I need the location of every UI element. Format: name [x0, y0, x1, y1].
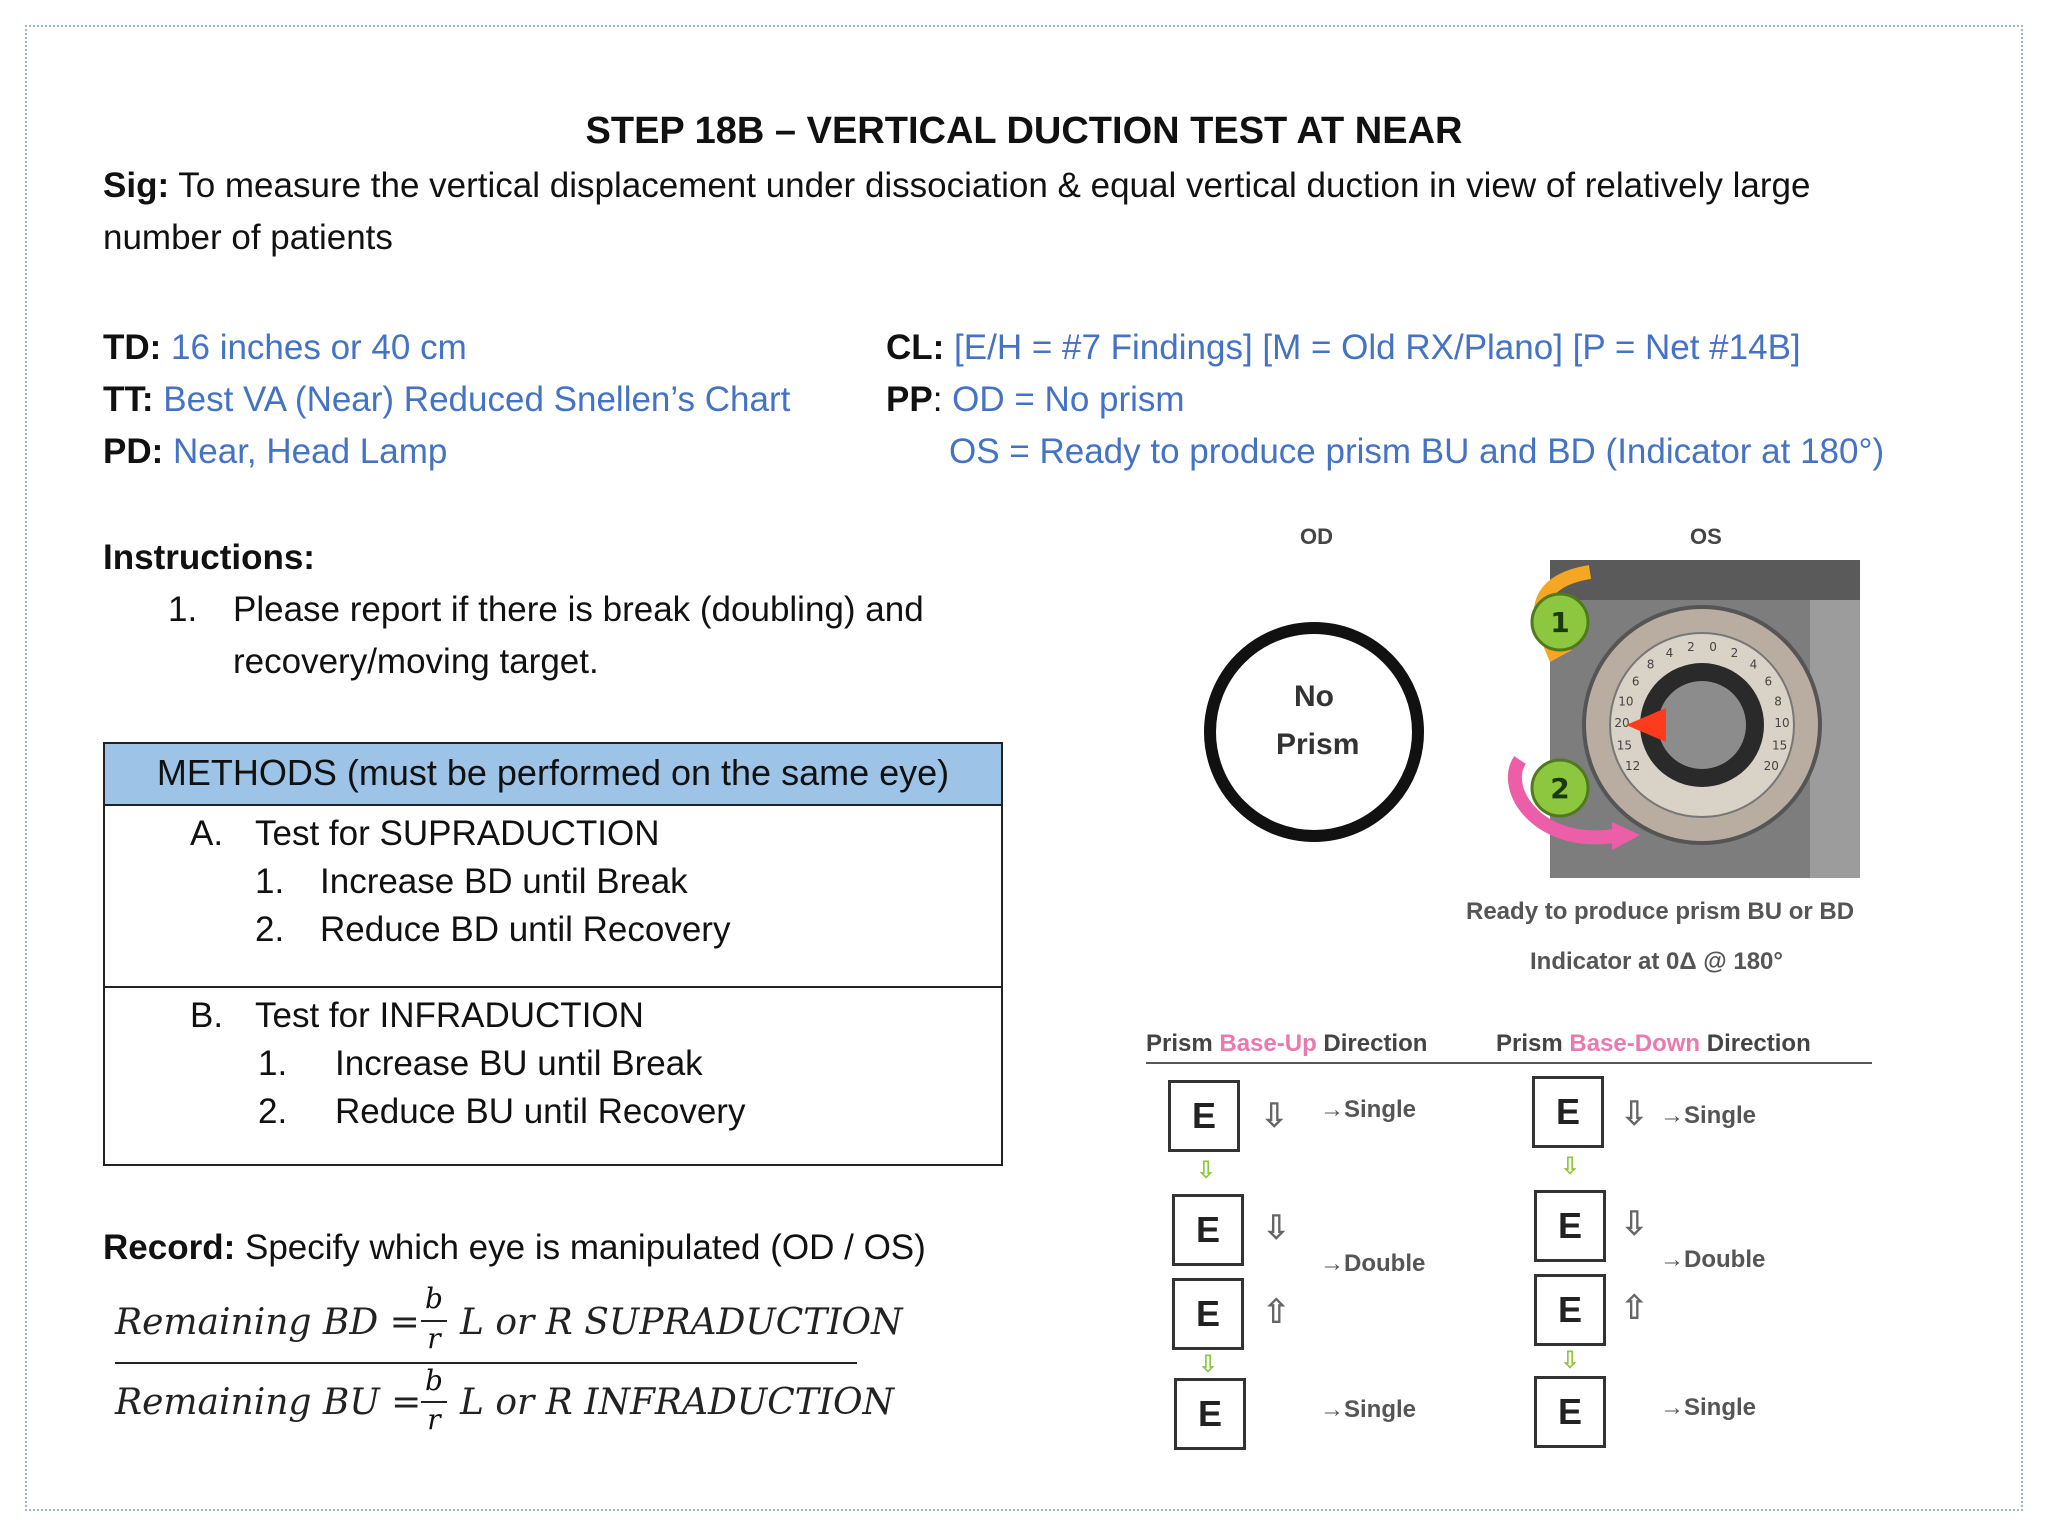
no-prism-no: No: [1294, 680, 1334, 713]
base-down-heading: [1496, 1030, 1811, 1058]
equation-2-numerator: b: [425, 1364, 443, 1397]
section-b-step1: Increase BU until Break: [335, 1044, 703, 1083]
base-up-result-3: →Single: [1320, 1396, 1417, 1423]
base-down-arrow-3: ⇧: [1620, 1289, 1649, 1327]
marker-1-label: 1: [1550, 606, 1570, 639]
base-down-arrow-1: ⇩: [1620, 1095, 1649, 1133]
record-label: Record:: [103, 1228, 236, 1267]
base-down-e-2: E: [1534, 1190, 1606, 1262]
base-up-heading-prism: Prism: [1146, 1030, 1213, 1057]
equation-1-numerator: b: [425, 1282, 443, 1315]
pd-label: PD:: [103, 432, 164, 471]
base-up-result-1: →Single: [1320, 1096, 1417, 1123]
dial-caption-2: Indicator at 0Δ @ 180°: [1530, 948, 1783, 975]
base-up-arrow-3: ⇧: [1262, 1293, 1291, 1331]
base-down-result-3: →Single: [1660, 1394, 1757, 1421]
base-down-result-2: →Double: [1660, 1246, 1766, 1273]
base-up-e-2: E: [1172, 1194, 1244, 1266]
base-down-result-1: →Single: [1660, 1102, 1757, 1129]
dial-scale-label: 15: [1771, 738, 1788, 753]
base-up-result-2: →Double: [1320, 1250, 1426, 1277]
equation-2-left: Remaining BU =: [115, 1382, 422, 1423]
dial-scale-label: 8: [1774, 694, 1782, 709]
dial-scale-label: 2: [1730, 645, 1739, 660]
base-down-e-4: E: [1534, 1376, 1606, 1448]
base-down-heading-type: Base-Down: [1569, 1030, 1701, 1057]
section-a-step1: Increase BD until Break: [320, 862, 688, 901]
cl-value: [E/H = #7 Findings] [M = Old RX/Plano] [P = Net #14B]: [944, 328, 1801, 367]
record-text: Specify which eye is manipulated (OD / OS): [235, 1228, 926, 1267]
methods-header: METHODS (must be performed on the same eye): [105, 744, 1001, 806]
pp-os: OS = Ready to produce prism BU and BD (Indicator at 180°): [949, 432, 1885, 471]
sig-text-1: To measure the vertical displacement under dissociation & equal vertical duction in view of relatively large: [169, 166, 1811, 205]
base-down-e-3: E: [1534, 1274, 1606, 1346]
base-down-e-1: E: [1532, 1076, 1604, 1148]
dial-scale-label: 6: [1631, 674, 1640, 689]
pp-colon: :: [932, 380, 943, 419]
pd-value: Near, Head Lamp: [163, 432, 448, 471]
pp-row: [886, 374, 1185, 426]
base-up-arrow-1: ⇩: [1260, 1097, 1289, 1135]
section-a-title: Test for SUPRADUCTION: [255, 814, 660, 853]
section-b-step2: Reduce BU until Recovery: [335, 1092, 746, 1131]
td-value: 16 inches or 40 cm: [161, 328, 467, 367]
tt-value: Best VA (Near) Reduced Snellen’s Chart: [153, 380, 791, 419]
td-label: TD:: [103, 328, 162, 367]
base-up-e-1: E: [1168, 1080, 1240, 1152]
dial-scale-label: 10: [1618, 694, 1634, 709]
dial-scale-label: 0: [1709, 639, 1717, 654]
sig-label: Sig:: [103, 166, 170, 205]
no-prism-word: Prism: [1276, 728, 1360, 761]
lens-inner: [1658, 681, 1746, 769]
phoropter-top: [1550, 560, 1860, 600]
methods-section-b: [105, 988, 1001, 1166]
sig-line-1: [103, 160, 1810, 212]
dial-scale-label: 10: [1774, 716, 1790, 731]
base-up-green-arrow-1: ⇩: [1196, 1157, 1217, 1184]
dial-scale-label: 4: [1665, 645, 1674, 660]
dial-scale-label: 4: [1749, 657, 1758, 672]
equation-divider: [115, 1362, 857, 1364]
marker-2-label: 2: [1550, 772, 1570, 805]
base-down-arrow-2: ⇩: [1620, 1205, 1649, 1243]
base-down-green-arrow-2: ⇩: [1560, 1347, 1581, 1374]
sig-text-2: number of patients: [103, 218, 393, 257]
base-up-heading-direction: Direction: [1323, 1030, 1428, 1057]
section-a-step2: Reduce BD until Recovery: [320, 910, 731, 949]
dial-scale-label: 8: [1646, 657, 1655, 672]
equation-2-denominator: r: [427, 1403, 441, 1436]
section-b-letter: B.: [190, 996, 224, 1035]
td-row: [103, 322, 467, 374]
dial-scale-label: 20: [1614, 716, 1630, 731]
base-up-arrow-2: ⇩: [1262, 1209, 1291, 1247]
base-down-heading-prism: Prism: [1496, 1030, 1563, 1057]
section-a-step1-num: 1.: [255, 862, 285, 901]
page-title: STEP 18B – VERTICAL DUCTION TEST AT NEAR: [585, 110, 1463, 152]
methods-section-a: [105, 806, 1001, 988]
section-b-title: Test for INFRADUCTION: [255, 996, 644, 1035]
base-up-green-arrow-2: ⇩: [1198, 1351, 1219, 1378]
instruction-line-2: recovery/moving target.: [233, 642, 599, 681]
od-label: OD: [1300, 524, 1333, 549]
base-down-green-arrow-1: ⇩: [1560, 1153, 1581, 1180]
base-up-heading: [1146, 1030, 1427, 1058]
dial-caption-1: Ready to produce prism BU or BD: [1466, 898, 1855, 925]
methods-table: [103, 742, 1003, 1166]
sequence-heading-underline: [1146, 1062, 1872, 1064]
dial-scale-label: 6: [1764, 674, 1773, 689]
base-up-e-3: E: [1172, 1278, 1244, 1350]
dial-scale-label: 12: [1625, 759, 1641, 773]
section-b-step1-num: 1.: [258, 1044, 288, 1083]
pp-label: PP: [886, 380, 933, 419]
section-a-step2-num: 2.: [255, 910, 285, 949]
equation-1-right: L or R SUPRADUCTION: [460, 1302, 903, 1343]
base-up-heading-type: Base-Up: [1219, 1030, 1317, 1057]
instruction-line-1: Please report if there is break (doubling) and: [233, 590, 924, 629]
dial-scale-label: 15: [1616, 738, 1633, 753]
cl-label: CL:: [886, 328, 945, 367]
equation-1-left: Remaining BD =: [115, 1302, 420, 1343]
base-up-e-4: E: [1174, 1378, 1246, 1450]
equation-1-denominator: r: [427, 1322, 441, 1355]
pp-od: OD = No prism: [942, 380, 1185, 419]
tt-row: [103, 374, 790, 426]
instructions-heading: Instructions:: [103, 538, 315, 577]
record-row: [103, 1222, 926, 1274]
pd-row: [103, 426, 447, 478]
cl-row: [886, 322, 1801, 374]
base-down-heading-direction: Direction: [1706, 1030, 1811, 1057]
equation-2-right: L or R INFRADUCTION: [460, 1382, 895, 1423]
section-a-letter: A.: [190, 814, 224, 853]
dial-scale-label: 20: [1763, 759, 1779, 773]
section-b-step2-num: 2.: [258, 1092, 288, 1131]
os-label: OS: [1690, 524, 1722, 549]
rotary-prism-illustration: [1480, 560, 1870, 880]
instruction-number: 1.: [168, 590, 198, 629]
dial-scale-label: 2: [1687, 639, 1695, 654]
tt-label: TT:: [103, 380, 154, 419]
